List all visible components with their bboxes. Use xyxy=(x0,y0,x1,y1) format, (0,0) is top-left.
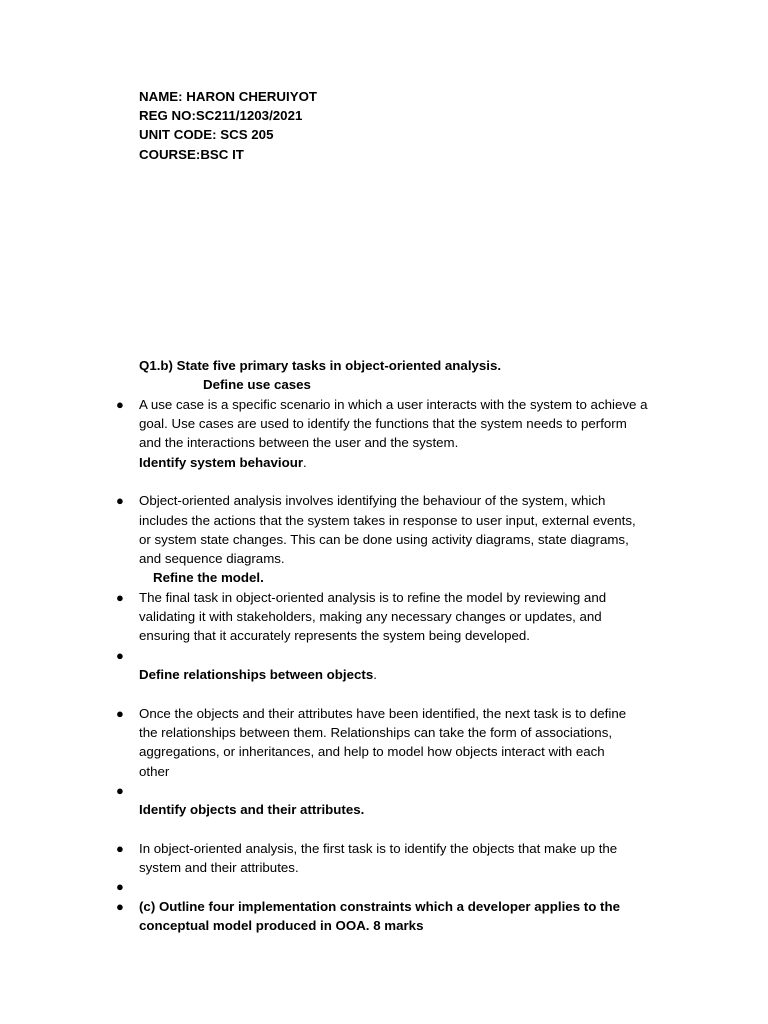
paragraph-line: other xyxy=(139,764,170,779)
paragraph-line: the relationships between them. Relationships can take the form of associations, xyxy=(139,725,613,740)
bullet-icon: ● xyxy=(116,590,124,605)
paragraph-line: or system state changes. This can be done using activity diagrams, state diagrams, xyxy=(139,532,629,547)
bullet-icon: ● xyxy=(116,879,124,894)
paragraph-line: ensuring that it accurately represents the system being developed. xyxy=(139,628,531,643)
paragraph-line: The final task in object-oriented analysis is to refine the model by reviewing and xyxy=(139,590,607,605)
bullet-icon: ● xyxy=(116,841,124,856)
paragraph-line: Once the objects and their attributes have been identified, the next task is to define xyxy=(139,706,627,721)
student-name: NAME: HARON CHERUIYOT xyxy=(139,89,318,104)
heading-text: Identify system behaviour xyxy=(139,455,304,470)
paragraph-line: includes the actions that the system takes in response to user input, external events, xyxy=(139,513,636,528)
task-heading-identify-objects: Identify objects and their attributes. xyxy=(139,802,365,817)
task-heading-define-relationships xyxy=(139,665,377,684)
bullet-icon: ● xyxy=(116,397,124,412)
course: COURSE:BSC IT xyxy=(139,147,244,162)
paragraph-line: A use case is a specific scenario in which a user interacts with the system to achieve a xyxy=(139,397,648,412)
paragraph-line: validating it with stakeholders, making any necessary changes or updates, and xyxy=(139,609,602,624)
bullet-icon: ● xyxy=(116,899,124,914)
bullet-icon: ● xyxy=(116,648,124,663)
paragraph-line: In object-oriented analysis, the first task is to identify the objects that make up the xyxy=(139,841,618,856)
question-c: (c) Outline four implementation constraints which a developer applies to the xyxy=(139,899,620,914)
heading-period: . xyxy=(303,455,307,470)
reg-number: REG NO:SC211/1203/2021 xyxy=(139,108,303,123)
paragraph-line: system and their attributes. xyxy=(139,860,299,875)
bullet-icon: ● xyxy=(116,783,124,798)
paragraph-line: and the interactions between the user and the system. xyxy=(139,435,459,450)
task-heading-refine-model: Refine the model. xyxy=(153,570,264,585)
bullet-icon: ● xyxy=(116,706,124,721)
heading-period: . xyxy=(373,667,377,682)
paragraph-line: aggregations, or inheritances, and help to model how objects interact with each xyxy=(139,744,605,759)
question-c-continued: conceptual model produced in OOA. 8 marks xyxy=(139,918,424,933)
task-heading-identify-system-behaviour xyxy=(139,453,307,472)
task-heading-define-use-cases: Define use cases xyxy=(203,377,311,392)
paragraph-line: Object-oriented analysis involves identifying the behaviour of the system, which xyxy=(139,493,606,508)
heading-text: Define relationships between objects xyxy=(139,667,374,682)
question-1b: Q1.b) State five primary tasks in object-oriented analysis. xyxy=(139,358,502,373)
paragraph-line: and sequence diagrams. xyxy=(139,551,285,566)
paragraph-line: goal. Use cases are used to identify the functions that the system needs to perform xyxy=(139,416,627,431)
bullet-icon: ● xyxy=(116,493,124,508)
unit-code: UNIT CODE: SCS 205 xyxy=(139,127,274,142)
